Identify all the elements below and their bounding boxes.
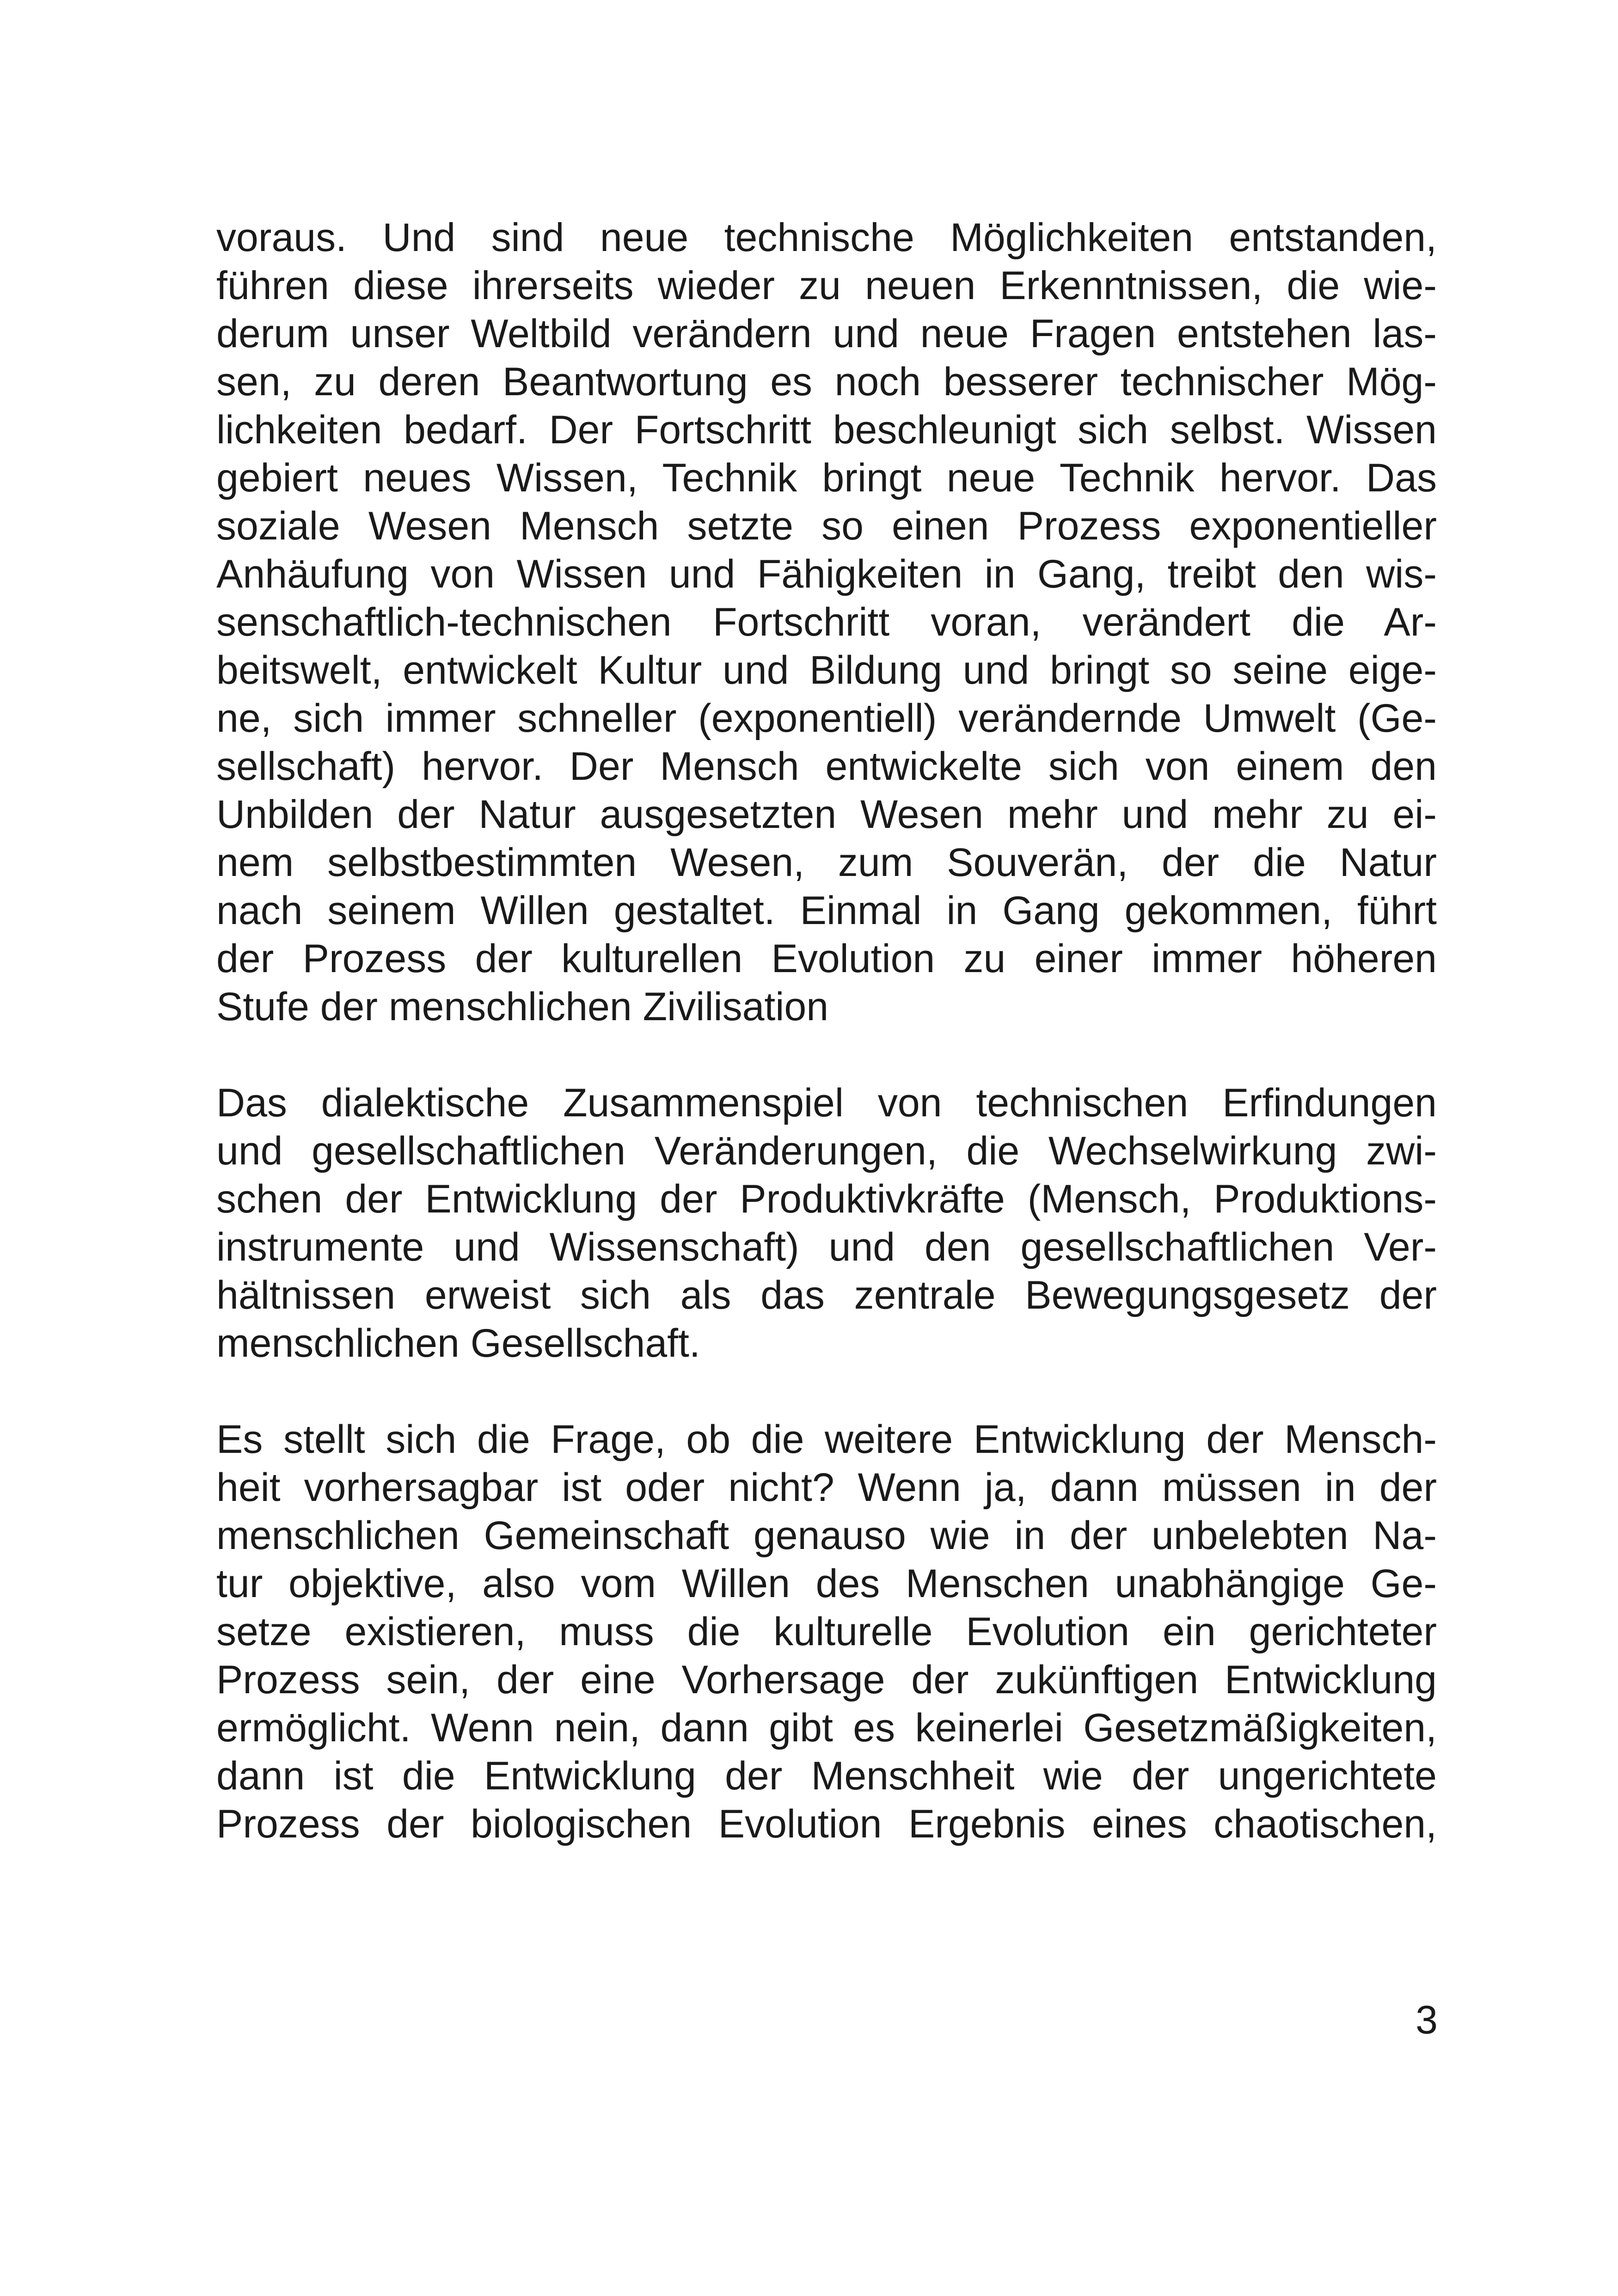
text-line: soziale Wesen Mensch setzte so einen Prozess exponentieller bbox=[216, 504, 1437, 548]
text-line: Unbilden der Natur ausgesetzten Wesen mehr und mehr zu ei- bbox=[216, 792, 1437, 837]
text-line: beitswelt, entwickelt Kultur und Bildung und bringt so seine eige- bbox=[216, 648, 1437, 692]
text-line: heit vorhersagbar ist oder nicht? Wenn ja, dann müssen in der bbox=[216, 1465, 1437, 1510]
text-line: ne, sich immer schneller (exponentiell) verändernde Umwelt (Ge- bbox=[216, 696, 1437, 741]
text-line: derum unser Weltbild verändern und neue Fragen entstehen las- bbox=[216, 312, 1437, 356]
paragraph-3 bbox=[216, 1415, 1437, 1848]
text-line: Das dialektische Zusammenspiel von technischen Erfindungen bbox=[216, 1081, 1437, 1125]
text-line: der Prozess der kulturellen Evolution zu einer immer höheren bbox=[216, 937, 1437, 981]
text-line: Prozess der biologischen Evolution Ergebnis eines chaotischen, bbox=[216, 1802, 1437, 1846]
text-line: Prozess sein, der eine Vorhersage der zukünftigen Entwicklung bbox=[216, 1658, 1437, 1702]
body-text bbox=[216, 214, 1437, 1896]
text-line: Es stellt sich die Frage, ob die weitere Entwicklung der Mensch- bbox=[216, 1417, 1437, 1462]
text-line: voraus. Und sind neue technische Möglichkeiten entstanden, bbox=[216, 215, 1437, 260]
text-line: sellschaft) hervor. Der Mensch entwickelte sich von einem den bbox=[216, 744, 1437, 789]
text-line: instrumente und Wissenschaft) und den gesellschaftlichen Ver- bbox=[216, 1225, 1437, 1269]
page-number: 3 bbox=[1416, 1998, 1438, 2042]
text-line: lichkeiten bedarf. Der Fortschritt beschleunigt sich selbst. Wissen bbox=[216, 408, 1437, 452]
text-line: nem selbstbestimmten Wesen, zum Souverän, der die Natur bbox=[216, 840, 1437, 885]
text-line: gebiert neues Wissen, Technik bringt neue Technik hervor. Das bbox=[216, 456, 1437, 500]
text-line: tur objektive, also vom Willen des Menschen unabhängige Ge- bbox=[216, 1561, 1437, 1606]
text-line: ermöglicht. Wenn nein, dann gibt es keinerlei Gesetzmäßigkeiten, bbox=[216, 1706, 1437, 1750]
paragraph-2 bbox=[216, 1079, 1437, 1367]
paragraph-1 bbox=[216, 214, 1437, 1031]
text-line: menschlichen Gesellschaft. bbox=[216, 1321, 700, 1365]
text-line: und gesellschaftlichen Veränderungen, die Wechselwirkung zwi- bbox=[216, 1129, 1437, 1173]
text-line: senschaftlich-technischen Fortschritt voran, verändert die Ar- bbox=[216, 600, 1437, 644]
text-line: setze existieren, muss die kulturelle Evolution ein gerichteter bbox=[216, 1610, 1437, 1654]
text-line: schen der Entwicklung der Produktivkräfte (Mensch, Produktions- bbox=[216, 1177, 1437, 1221]
text-line: menschlichen Gemeinschaft genauso wie in der unbelebten Na- bbox=[216, 1513, 1437, 1558]
text-line: sen, zu deren Beantwortung es noch besserer technischer Mög- bbox=[216, 360, 1437, 404]
text-line: hältnissen erweist sich als das zentrale Bewegungsgesetz der bbox=[216, 1273, 1437, 1317]
text-line: Stufe der menschlichen Zivilisation bbox=[216, 985, 829, 1029]
text-line: führen diese ihrerseits wieder zu neuen Erkenntnissen, die wie- bbox=[216, 263, 1437, 308]
text-line: nach seinem Willen gestaltet. Einmal in Gang gekommen, führt bbox=[216, 888, 1437, 933]
text-line: Anhäufung von Wissen und Fähigkeiten in Gang, treibt den wis- bbox=[216, 552, 1437, 596]
text-line: dann ist die Entwicklung der Menschheit wie der ungerichtete bbox=[216, 1754, 1437, 1798]
